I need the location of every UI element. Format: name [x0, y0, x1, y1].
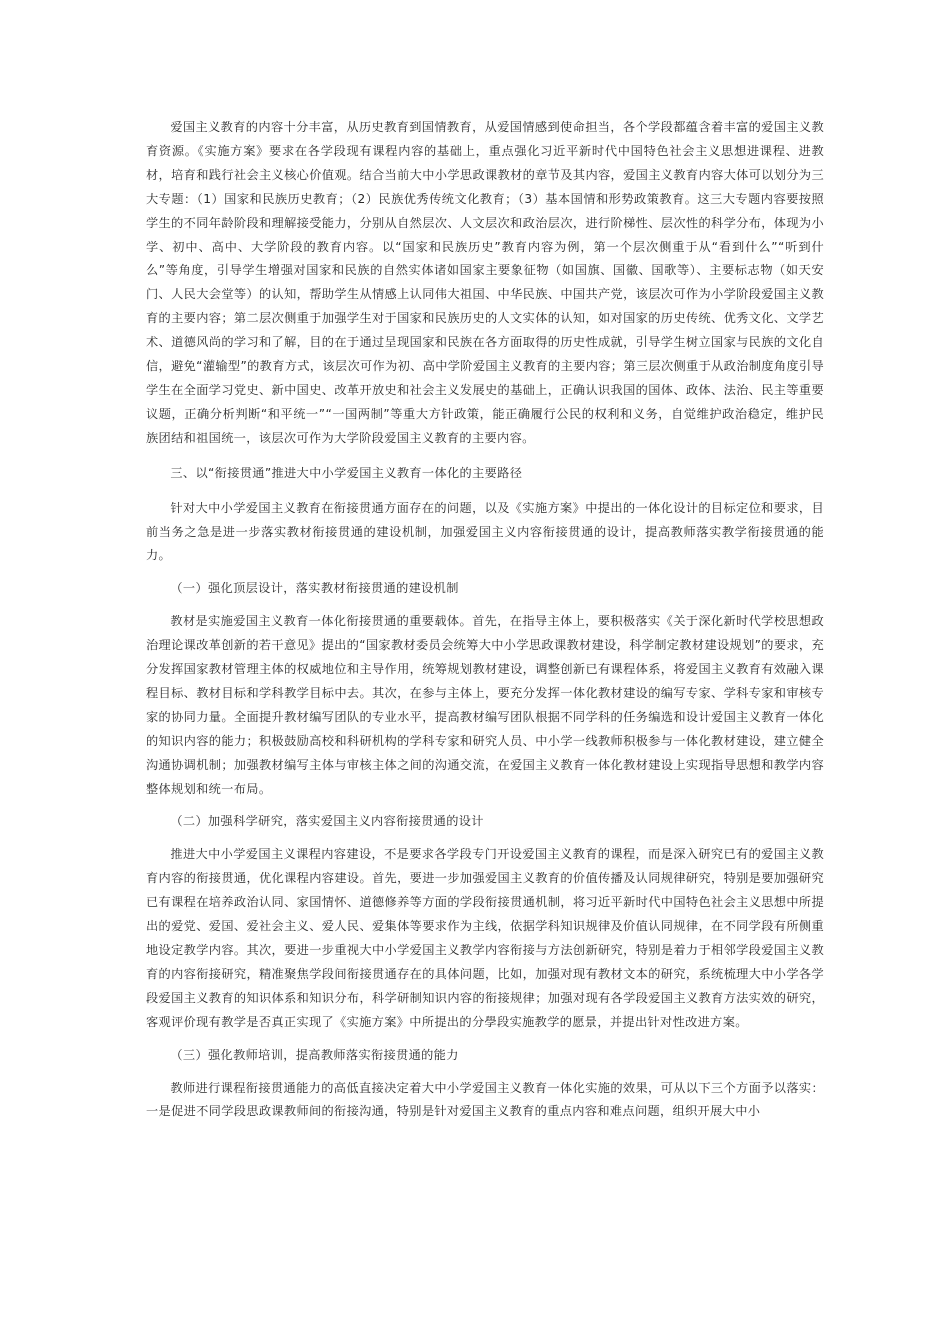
- paragraph-section-intro: 针对大中小学爱国主义教育在衔接贯通方面存在的问题，以及《实施方案》中提出的一体化设计的目标定位和要求，目前当务之急是进一步落实教材衔接贯通的建设机制，加强爱国主义内容衔接贯通的设计，提高教师落实教学衔接贯通的能力。: [146, 500, 824, 563]
- document-page: [146, 116, 824, 1124]
- subsection-heading-one: （一）强化顶层设计，落实教材衔接贯通的建设机制: [170, 581, 459, 596]
- paragraph-content-overview: 爱国主义教育的内容十分丰富，从历史教育到国情教育，从爱国情感到使命担当，各个学段都蕴含着丰富的爱国主义教育资源。《实施方案》要求在各学段现有课程内容的基础上，重点强化习近平新时代中国特色社会主义思想进课程、进教材，培育和践行社会主义核心价值观。结合当前大中小学思政课教材的章节及其内容，爱国主义教育内容大体可以划分为三大专题：（1）国家和民族历史教育；（2）民族优秀传统文化教育；（3）基本国情和形势政策教育。这三大专题内容要按照学生的不同年龄阶段和理解接受能力，分别从自然层次、人文层次和政治层次，进行阶梯性、层次性的科学分布，体现为小学、初中、高中、大学阶段的教育内容。以“国家和民族历史”教育内容为例，第一个层次侧重于从“看到什么”“听到什么”等角度，引导学生增强对国家和民族的自然实体诸如国家主要象征物（如国旗、国徽、国歌等）、主要标志物（如天安门、人民大会堂等）的认知，帮助学生从情感上认同伟大祖国、中华民族、中国共产党，该层次可作为小学阶段爱国主义教育的主要内容；第二层次侧重于加强学生对于国家和民族历史的人文实体的认知，如对国家的历史传统、优秀文化、文学艺术、道德风尚的学习和了解，目的在于通过呈现国家和民族在各方面取得的历史性成就，引导学生树立国家与民族的文化自信，避免“灌输型”的教育方式，该层次可作为初、高中学阶爱国主义教育的主要内容；第三层次侧重于从政治制度角度引导学生在全面学习党史、新中国史、改革开放史和社会主义发展史的基础上，正确认识我国的国体、政体、法治、民主等重要议题，正确分析判断“和平统一”“一国两制”等重大方针政策，能正确履行公民的权利和义务，自觉维护政治稳定，维护民族团结和祖国统一，该层次可作为大学阶段爱国主义教育的主要内容。: [146, 120, 824, 445]
- subsection-heading-three: （三）强化教师培训，提高教师落实衔接贯通的能力: [170, 1047, 459, 1062]
- paragraph-textbook-mechanism: 教材是实施爱国主义教育一体化衔接贯通的重要载体。首先，在指导主体上，要积极落实《关于深化新时代学校思想政治理论课改革创新的若干意见》提出的“国家教材委员会统筹大中小学思政课教材建设，科学制定教材建设规划”的要求，充分发挥国家教材管理主体的权威地位和主导作用，统筹规划教材建设，调整创新已有课程体系，将爱国主义教育有效融入课程目标、教材目标和学科教学目标中去。其次，在参与主体上，要充分发挥一体化教材建设的编写专家、学科专家和审核专家的协同力量。全面提升教材编写团队的专业水平，提高教材编写团队根据不同学科的任务编选和设计爱国主义教育一体化的知识内容的能力；积极鼓励高校和科研机构的学科专家和研究人员、中小学一线教师积极参与一体化教材建设，建立健全沟通协调机制；加强教材编写主体与审核主体之间的沟通交流，在爱国主义教育一体化教材建设上实现指导思想和教学内容整体规划和统一布局。: [146, 614, 824, 796]
- paragraph-content-design: 推进大中小学爱国主义课程内容建设，不是要求各学段专门开设爱国主义教育的课程，而是深入研究已有的爱国主义教育内容的衔接贯通，优化课程内容建设。首先，要进一步加强爱国主义教育的价值传播及认同规律研究，特别是要加强研究已有课程在培养政治认同、家国情怀、道德修养等方面的学段衔接贯通机制，将习近平新时代中国特色社会主义思想中所提出的爱党、爱国、爱社会主义、爱人民、爱集体等要求作为主线，依据学科知识规律及价值认同规律，在不同学段有所侧重地设定教学内容。其次，要进一步重视大中小学爱国主义教学内容衔接与方法创新研究，特别是着力于相邻学段爱国主义教育的内容衔接研究，精准聚焦学段间衔接贯通存在的具体问题，比如，加强对现有教材文本的研究，系统梳理大中小学各学段爱国主义教育的知识体系和知识分布，科学研制知识内容的衔接规律；加强对现有各学段爱国主义教育方法实效的研究，客观评价现有教学是否真正实现了《实施方案》中所提出的分學段实施教学的愿景，并提出针对性改进方案。: [146, 847, 824, 1029]
- subsection-heading-two: （二）加强科学研究，落实爱国主义内容衔接贯通的设计: [170, 814, 484, 829]
- paragraph-teacher-training: 教师进行课程衔接贯通能力的高低直接决定着大中小学爱国主义教育一体化实施的效果，可从以下三个方面予以落实：一是促进不同学段思政课教师间的衔接沟通，特别是针对爱国主义教育的重点内容和难点问题，组织开展大中小: [146, 1080, 824, 1119]
- section-heading-three: 三、以“衔接贯通”推进大中小学爱国主义教育一体化的主要路径: [170, 465, 523, 480]
